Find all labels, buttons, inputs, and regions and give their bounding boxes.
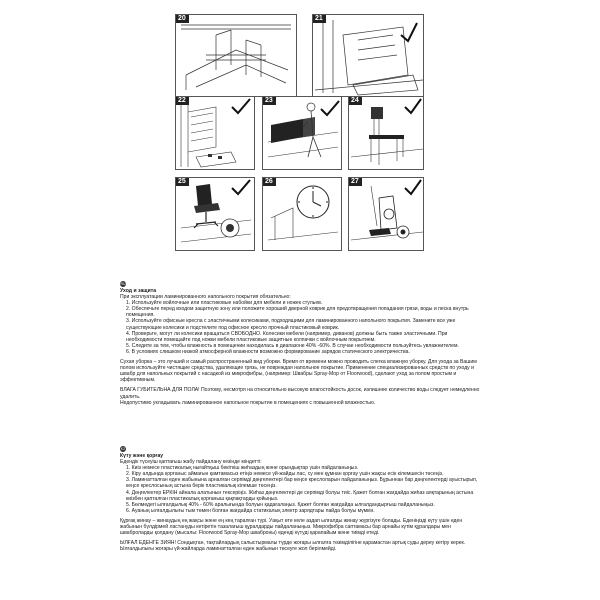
illustration-panel-23 [262,96,342,170]
panel-number: 20 [175,14,189,23]
section-intro: При эксплуатации ламинированного напольного покрытия обязательно: [120,294,291,301]
section-intro: Едендік түсеуіш қаптағыш жабу пайдалану кезінде міндетті: [120,459,262,466]
language-badge-kz: KZ [120,447,126,451]
illustration-panel-27 [348,177,424,251]
checkmark-icon [232,99,250,113]
list-item: 5. Бөлмедегі ылғалдылық 40% - 60% аралығында болуын қадағалаңыз. Қажет болған жағдайда ылғалдандырғыш пайдаланыңыз. [126,501,435,508]
section-heading: Күту және қорғау [120,453,164,459]
illustration-panel-25 [175,177,255,251]
paragraph-cleaning: Сухая уборка – это лучший и самый распространенный вид уборки. Время от времени можно проводить слегка влажную уборку. Для ухода за Вашим полом используйте чистящие средства, удаляющие грязь, не повреждая напольное покрытие. Применение специализированных средств по уходу и швабр для напольных покрытий с насадкой из микрофибры, (например: Швабры Spray-Mop от Floorwood), сделают уход за полом простым и эффективным. [120,359,477,384]
paragraph-cleaning: Құрғақ жинау – жинаудың ең жақсы және ең кең таралған түрі. Уақыт өте келе аздап ылғалды жинау жүргізуге болады. Еденіңізді күту үшін еден жабынын бүлдірмей ластануды кетіретін тазалағыш құралдарды пайдаланыңыз. Микрофибра саптамасы бар арнайы күтім құралдары мен шваброларды қолдану (мысалы: Floorwood Spray-Mop шваброны) еденді күтуді қарапайым және тиімді етеді. [120,517,463,537]
list-item: 2. Обеспечьте перед входом защитную зону или положите хороший дверной коврик для предотвращения попадания грязи, воды и песка внутрь помещения. [126,306,469,319]
illustration-panel-26 [262,177,342,251]
list-item: 2. Кіру алдында қорғаныс аймағын қамтамасыз етіңіз немесе үй-жайды лас, су мен құмнан қорғау үшін жақсы есік кілемшесін төсеңіз. [126,471,444,478]
list-item: 3. Ламинатталған еден жабынына арналған серпімді дөңгелектері бар кеңсе креслоларын пайдаланыңыз. Бұрыннан бар дөңгелектерді ауыстырып, кеңсе креслосының астына берік пластикалық кілемше төсеңіз. [126,477,478,490]
russian-section [120,281,482,406]
chair-pads-illustration [349,97,424,170]
felt-pads-illustration [176,15,297,97]
list-item: 1. Киіз немесе пластикалық нығайтқыш бекіткіш жиһаздың және орындықтар үшін пайдаланыңыз. [126,465,359,472]
checkmark-icon [405,180,421,194]
panel-number: 25 [175,177,189,186]
list-item: 3. Используйте офисные кресла с эластичными колесиками, подходящими для ламинированного напольного покрытия. Замените все уже существующие колесики и подстелите под офисное кресло прочный пластиковый коврик. [126,318,456,331]
paragraph-humidity-note: Ылғалдылығы жоғары үй-жайларда ламинатталған еден жабынын төсеуге жол берілмейді. [120,546,337,553]
doormat-entrance-illustration [176,97,255,170]
illustration-panel-21 [312,14,424,97]
list-item: 1. Используйте войлочные или пластиковые набойки для мебели и ножек стульев. [126,300,323,307]
list-item: 6. Ауаның ылғалдылығы тым төмен болған жағдайда статикалық электр зарядтары пайда болуы мүмкін. [126,507,375,514]
panel-number: 21 [312,14,326,23]
list-item: 4. Дөңгелектер ЕРКІН айнала алатынын тексеріңіз. Жиһаз дөңгелектері де серпімді болуы тиіс. Қажет болған жағдайда жиһаз аяқтарының астына киізбен қапталған пластикалық қорғаныш қақпақтарды қойыңыз. [126,489,474,502]
checkmark-icon [405,99,421,113]
illustration-panel-22 [175,96,255,170]
panel-number: 22 [175,96,189,105]
sofa-lift-illustration [263,97,342,170]
list-item: 5. Следите за тем, чтобы влажность в помещении находилась в диапазоне 40% -60%. В случае необходимости пользуйтесь увлажнителем. [126,342,459,349]
illustration-panel-24 [348,96,424,170]
paragraph-humidity-note: Недопустимо укладывать ламинированное напольное покрытие в помещениях с повышенной влажностью. [120,399,376,406]
checkmark-icon [321,101,339,115]
illustration-panel-20 [175,14,297,97]
humidity-clock-illustration [263,178,342,251]
office-chair-illustration [176,178,255,251]
panel-number: 24 [348,96,362,105]
panel-number: 27 [348,177,362,186]
list-item: 6. В условиях слишком низкой атмосферной влажности возможно формирование зарядов статического электричества. [126,348,410,355]
list-item: 4. Проверьте, могут ли колесики вращаться СВОБОДНО. Колесики мебели (например, диванов) должны быть также эластичными. При необходимости помещайте под ножки мебели пластиковые защитные колпачки с войлочным покрытием. [126,330,448,343]
kazakh-section [120,446,482,552]
language-badge-ru: RU [120,282,126,286]
paragraph-moisture-warning: ВЛАГА ГУБИТЕЛЬНА ДЛЯ ПОЛА! Поэтому, несмотря на относительно высокую влагостойкость досок, излишнее количество воды следует немедленно удалить. [120,387,480,400]
panel-number: 23 [262,96,276,105]
door-mat-illustration [313,15,424,97]
section-heading: Уход и защита [120,288,157,294]
paragraph-moisture-warning: ЫЛҒАЛ ЕДЕНГЕ ЗИЯН! Сондықтан, тақтайлардың салыстырмалы түрде жоғары ылғалға төзімділігіне қарамастан артық суды дереу кетіру керек. [120,540,466,547]
vacuum-cleaner-illustration [349,178,424,251]
checkmark-icon [232,180,250,194]
panel-number: 26 [262,177,276,186]
